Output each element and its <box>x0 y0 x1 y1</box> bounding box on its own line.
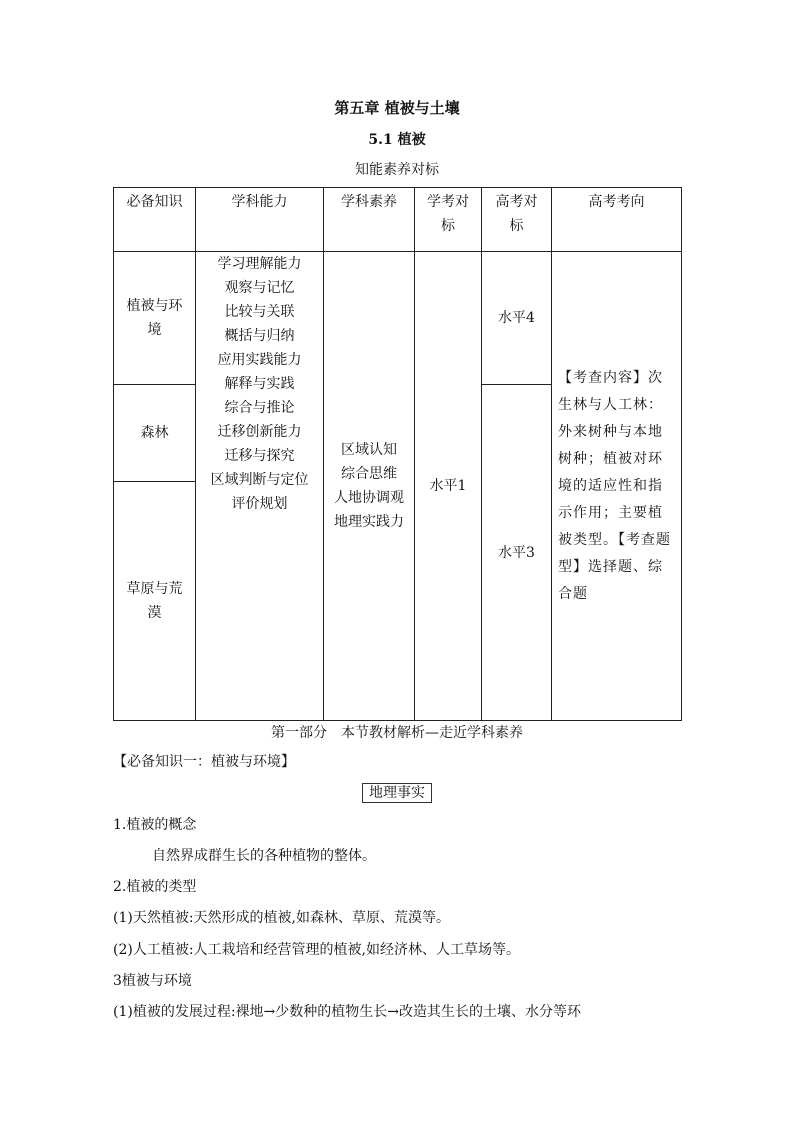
header-xuekao: 学考对标 <box>415 188 482 252</box>
gaokao-cell-1: 水平4 <box>482 252 552 385</box>
ability-item: 应用实践能力 <box>217 352 302 368</box>
header-ability: 学科能力 <box>196 188 324 252</box>
section-1-title: 1.植被的概念 <box>113 817 197 833</box>
section-2-title: 2.植被的类型 <box>113 879 197 895</box>
ability-item: 迁移创新能力 <box>217 424 302 440</box>
geography-facts-label: 地理事实 <box>362 783 432 803</box>
section-title: 5.1 植被 <box>368 132 426 148</box>
literacy-item: 区域认知 <box>341 442 397 458</box>
header-knowledge: 必备知识 <box>114 188 196 252</box>
knowledge-heading: 【必备知识一：植被与环境】 <box>113 754 295 770</box>
ability-item: 综合与推论 <box>224 400 295 416</box>
table-header-row <box>114 188 682 252</box>
section-1-text: 自然界成群生长的各种植物的整体。 <box>152 848 376 864</box>
literacy-cell <box>324 252 415 721</box>
ability-item: 比较与关联 <box>224 304 295 320</box>
section-2-item-1: (1)天然植被:天然形成的植被,如森林、草原、荒漠等。 <box>113 910 450 926</box>
literacy-item: 综合思维 <box>341 466 397 482</box>
header-literacy: 学科素养 <box>324 188 415 252</box>
gaokao-cell-2: 水平3 <box>482 385 552 721</box>
ability-item: 学习理解能力 <box>217 256 302 272</box>
table-caption: 知能素养对标 <box>355 162 439 178</box>
abilities-cell <box>196 252 324 721</box>
literacy-item: 地理实践力 <box>334 514 404 530</box>
header-direction: 高考考向 <box>552 188 682 252</box>
direction-cell: 【考查内容】次生林与人工林：外来树种与本地树种；植被对环境的适应性和指示作用；主要植被类型。【考查题型】选择题、综合题 <box>552 252 682 721</box>
ability-item: 区域判断与定位 <box>210 472 309 488</box>
literacy-item: 人地协调观 <box>334 490 404 506</box>
header-gaokao: 高考对标 <box>482 188 552 252</box>
knowledge-cell-2: 森林 <box>114 385 196 482</box>
knowledge-cell-3: 草原与荒漠 <box>114 482 196 721</box>
section-2-item-2: (2)人工植被:人工栽培和经营管理的植被,如经济林、人工草场等。 <box>113 942 520 958</box>
part-heading: 第一部分 本节教材解析—走近学科素养 <box>271 725 523 741</box>
ability-item: 解释与实践 <box>224 376 295 392</box>
knowledge-cell-1: 植被与环境 <box>114 252 196 385</box>
xuekao-cell: 水平1 <box>415 252 482 721</box>
chapter-title: 第五章 植被与土壤 <box>334 99 460 117</box>
ability-item: 迁移与探究 <box>224 448 295 464</box>
section-3-item-1: (1)植被的发展过程:裸地→少数种的植物生长→改造其生长的土壤、水分等环 <box>113 1004 582 1020</box>
ability-item: 概括与归纳 <box>224 328 295 344</box>
ability-item: 评价规划 <box>231 496 288 512</box>
competency-table <box>113 187 682 721</box>
ability-item: 观察与记忆 <box>224 280 295 296</box>
section-3-title: 3植被与环境 <box>113 973 192 989</box>
